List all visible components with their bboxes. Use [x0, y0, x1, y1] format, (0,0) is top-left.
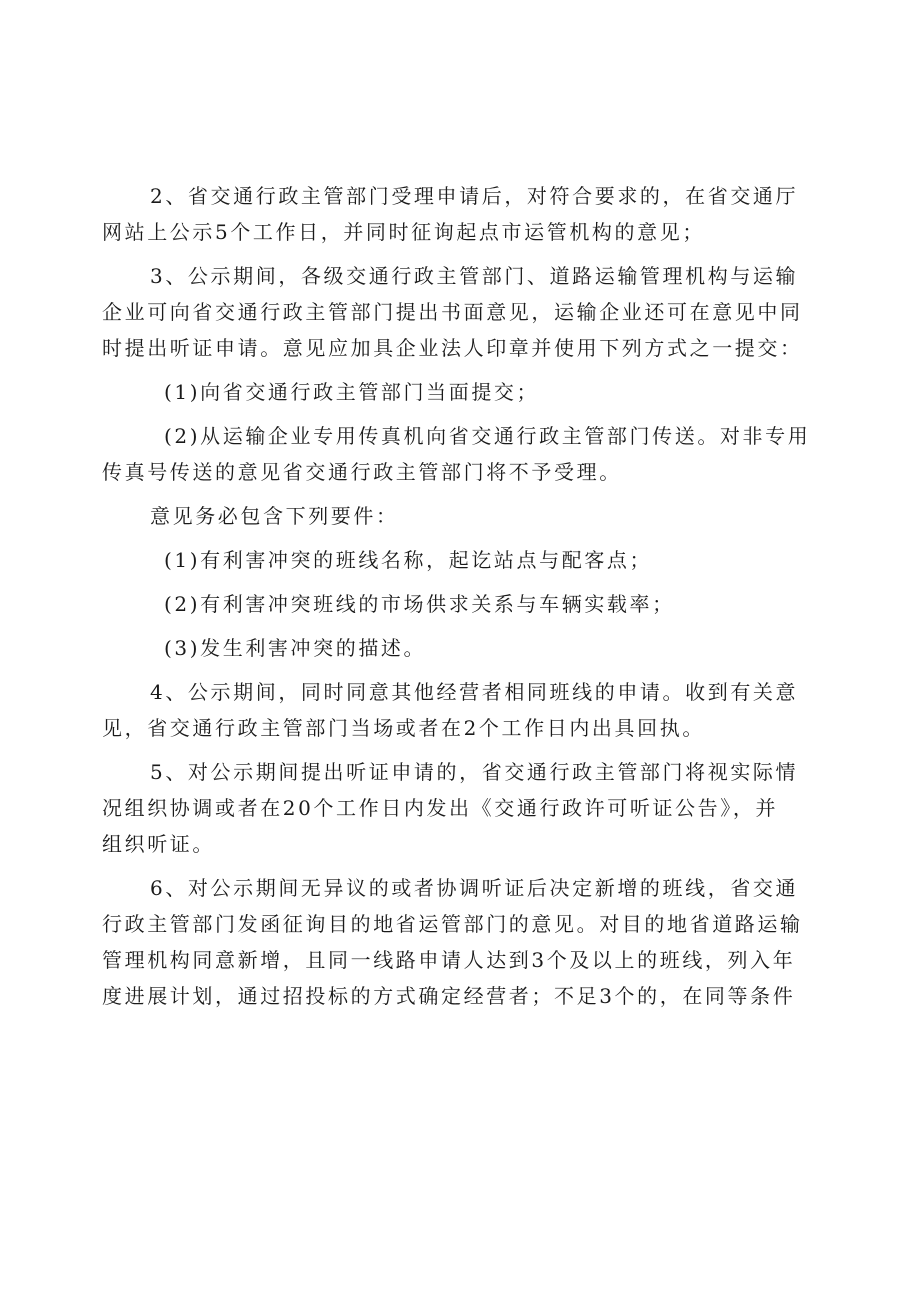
text-line: 组织听证。 — [102, 832, 215, 856]
paragraph-item-2 — [102, 178, 818, 250]
text-line: 传真号传送的意见省交通行政主管部门将不予受理。 — [102, 460, 622, 484]
text-line: 2、省交通行政主管部门受理申请后，对符合要求的，在省交通厅 — [150, 184, 799, 208]
text-line: 时提出听证申请。意见应加具企业法人印章并使用下列方式之一提交： — [102, 336, 803, 360]
text-line: 管理机构同意新增，且同一线路申请人达到3个及以上的班线，列入年 — [102, 948, 796, 972]
text-line: 4、公示期间，同时同意其他经营者相同班线的申请。收到有关意 — [150, 680, 799, 704]
requirement-item-2 — [102, 586, 818, 622]
text-line: (1)向省交通行政主管部门当面提交； — [164, 380, 540, 404]
text-line: 意见务必包含下列要件： — [150, 504, 399, 528]
requirement-item-3 — [102, 630, 818, 666]
text-line: 3、公示期间，各级交通行政主管部门、道路运输管理机构与运输 — [150, 264, 799, 288]
submission-method-2 — [102, 418, 818, 490]
text-line: 况组织协调或者在20个工作日内发出《交通行政许可听证公告》，并 — [102, 796, 779, 820]
text-line: (2)有利害冲突班线的市场供求关系与车辆实载率； — [164, 592, 675, 616]
text-line: 网站上公示5个工作日，并同时征询起点市运管机构的意见； — [102, 220, 705, 244]
text-line: 见，省交通行政主管部门当场或者在2个工作日内出具回执。 — [102, 716, 705, 740]
text-line: (3)发生利害冲突的描述。 — [164, 636, 427, 660]
text-line: 5、对公示期间提出听证申请的，省交通行政主管部门将视实际情 — [150, 760, 799, 784]
text-line: (2)从运输企业专用传真机向省交通行政主管部门传送。对非专用 — [164, 424, 811, 448]
submission-method-1 — [102, 374, 818, 410]
text-line: 企业可向省交通行政主管部门提出书面意见，运输企业还可在意见中同 — [102, 300, 803, 324]
text-line: (1)有利害冲突的班线名称，起讫站点与配客点； — [164, 548, 653, 572]
paragraph-item-3 — [102, 258, 818, 366]
requirement-item-1 — [102, 542, 818, 578]
document-page — [102, 178, 818, 1014]
text-line: 行政主管部门发函征询目的地省运管部门的意见。对目的地省道路运输 — [102, 912, 803, 936]
text-line: 6、对公示期间无异议的或者协调听证后决定新增的班线，省交通 — [150, 876, 799, 900]
text-line: 度进展计划，通过招投标的方式确定经营者；不足3个的，在同等条件 — [102, 984, 796, 1008]
paragraph-item-6 — [102, 870, 818, 1014]
requirements-heading — [102, 498, 818, 534]
paragraph-item-4 — [102, 674, 818, 746]
paragraph-item-5 — [102, 754, 818, 862]
